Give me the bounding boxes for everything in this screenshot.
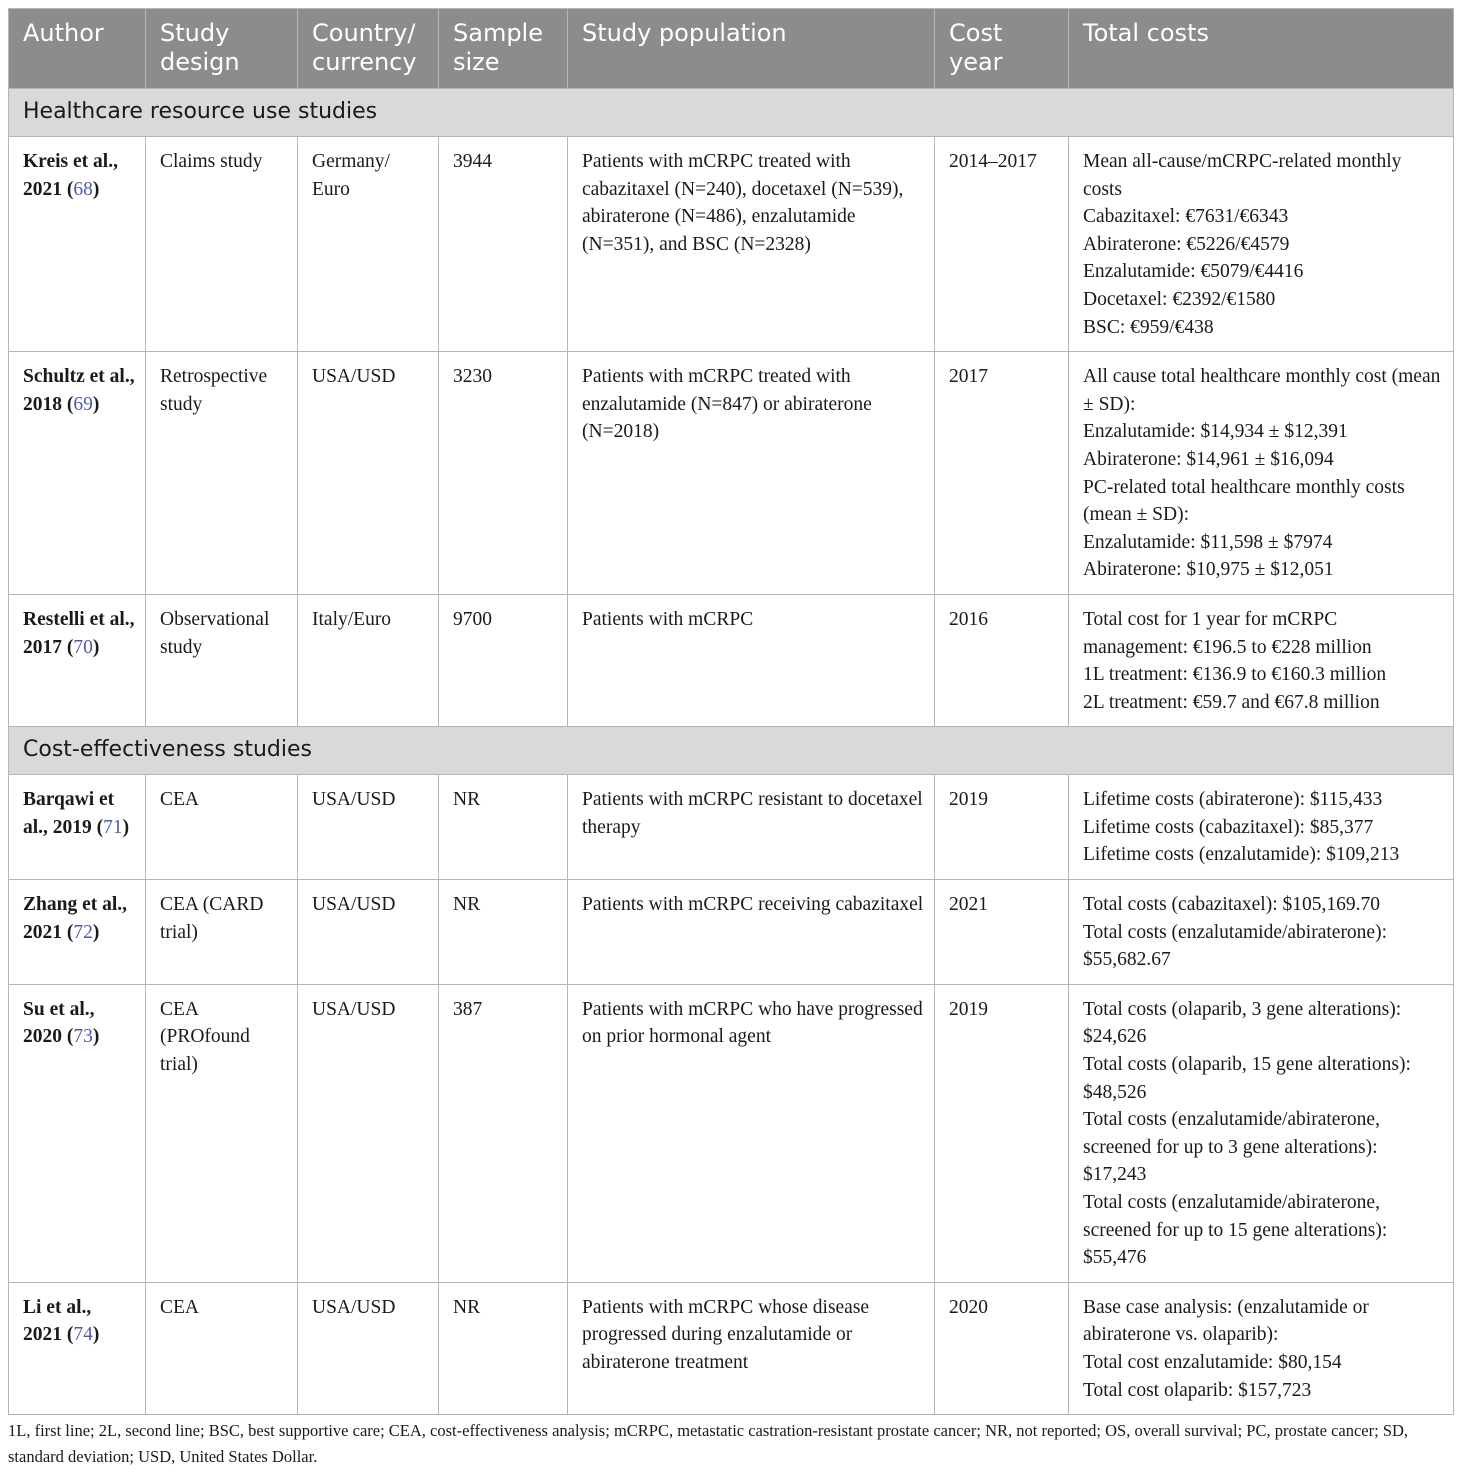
study-design-cell: CEA (CARD trial)	[146, 880, 298, 985]
total-costs-cell	[1069, 137, 1454, 352]
total-costs-cell	[1069, 775, 1454, 880]
total-costs-cell	[1069, 880, 1454, 985]
cost-line: Total costs (olaparib, 3 gene alterations): $24,626	[1083, 998, 1402, 1048]
cost-line: Total costs (enzalutamide/abiraterone): $55,682.67	[1083, 921, 1388, 971]
cost-year-cell: 2016	[935, 594, 1069, 726]
total-costs-cell	[1069, 984, 1454, 1282]
total-costs-cell	[1069, 352, 1454, 595]
reference-link[interactable]: 74	[73, 1324, 93, 1346]
reference-link[interactable]: 70	[73, 636, 93, 658]
header-author: Author	[9, 9, 146, 89]
table-row	[9, 775, 1454, 880]
cost-line: BSC: €959/€438	[1083, 316, 1214, 338]
country-cell: USA/USD	[298, 352, 439, 595]
cost-line: 2L treatment: €59.7 and €67.8 million	[1083, 691, 1380, 713]
table-row	[9, 137, 1454, 352]
author-paren: )	[92, 1026, 100, 1048]
cost-year-cell: 2019	[935, 775, 1069, 880]
cost-line: Lifetime costs (abiraterone): $115,433	[1083, 789, 1383, 811]
cost-line: Enzalutamide: €5079/€4416	[1083, 261, 1304, 283]
author-paren: )	[92, 921, 100, 943]
cost-line: Lifetime costs (cabazitaxel): $85,377	[1083, 816, 1374, 838]
author-cell	[9, 594, 146, 726]
header-cost-year: Cost year	[935, 9, 1069, 89]
author-name: Barqawi et al., 2019 (	[23, 789, 115, 838]
author-cell	[9, 880, 146, 985]
author-name: Restelli et al., 2017 (	[23, 608, 135, 658]
header-study-design: Study design	[146, 9, 298, 89]
cost-line: Mean all-cause/mCRPC-related monthly costs	[1083, 151, 1402, 200]
section-row	[9, 727, 1454, 775]
cost-line: Enzalutamide: $14,934 ± $12,391	[1083, 421, 1348, 443]
table-row	[9, 880, 1454, 985]
total-costs-cell	[1069, 1282, 1454, 1414]
author-paren: )	[92, 1324, 100, 1346]
author-paren: )	[92, 636, 100, 658]
study-population-cell: Patients with mCRPC	[568, 594, 935, 726]
cost-line: Cabazitaxel: €7631/€6343	[1083, 206, 1289, 228]
cost-line: Enzalutamide: $11,598 ± $7974	[1083, 531, 1333, 553]
author-name: Kreis et al., 2021 (	[23, 151, 118, 200]
cost-line: Total costs (cabazitaxel): $105,169.70	[1083, 894, 1381, 916]
study-design-cell: CEA	[146, 1282, 298, 1414]
table-row	[9, 984, 1454, 1282]
table-header	[9, 9, 1454, 89]
study-population-cell: Patients with mCRPC treated with cabazitaxel (N=240), docetaxel (N=539), abiraterone (N=486), enzalutamide (N=351), and BSC (N=2328)	[568, 137, 935, 352]
study-design-cell: CEA (PROfound trial)	[146, 984, 298, 1282]
reference-link[interactable]: 71	[103, 816, 123, 838]
author-name: Li et al., 2021 (	[23, 1296, 92, 1346]
country-cell: USA/USD	[298, 984, 439, 1282]
study-design-cell: CEA	[146, 775, 298, 880]
cost-line: Abiraterone: $10,975 ± $12,051	[1083, 559, 1334, 581]
sample-size-cell: 3944	[439, 137, 568, 352]
reference-link[interactable]: 72	[73, 921, 93, 943]
header-sample-size: Sample size	[439, 9, 568, 89]
author-name: Zhang et al., 2021 (	[23, 894, 128, 943]
country-cell: USA/USD	[298, 1282, 439, 1414]
cost-line: Docetaxel: €2392/€1580	[1083, 288, 1276, 310]
study-population-cell: Patients with mCRPC receiving cabazitaxel	[568, 880, 935, 985]
sample-size-cell: 387	[439, 984, 568, 1282]
header-country-currency: Country/ currency	[298, 9, 439, 89]
cost-line: 1L treatment: €136.9 to €160.3 million	[1083, 664, 1387, 686]
table-container	[8, 8, 1453, 1415]
section-row	[9, 89, 1454, 137]
cost-year-cell: 2019	[935, 984, 1069, 1282]
cost-studies-table	[8, 8, 1454, 1415]
cost-line: Base case analysis: (enzalutamide or abiraterone vs. olaparib):	[1083, 1296, 1369, 1346]
reference-link[interactable]: 68	[73, 178, 93, 200]
sample-size-cell: NR	[439, 880, 568, 985]
study-design-cell: Observational study	[146, 594, 298, 726]
cost-year-cell: 2014–2017	[935, 137, 1069, 352]
country-cell: USA/USD	[298, 775, 439, 880]
total-costs-cell	[1069, 594, 1454, 726]
sample-size-cell: NR	[439, 775, 568, 880]
country-cell: Italy/Euro	[298, 594, 439, 726]
cost-line: PC-related total healthcare monthly costs (mean ± SD):	[1083, 476, 1405, 526]
author-paren: )	[122, 816, 130, 838]
study-design-cell: Retrospective study	[146, 352, 298, 595]
table-row	[9, 1282, 1454, 1414]
study-population-cell: Patients with mCRPC who have progressed on prior hormonal agent	[568, 984, 935, 1282]
author-paren: )	[92, 393, 100, 415]
header-row	[9, 9, 1454, 89]
country-cell: Germany/ Euro	[298, 137, 439, 352]
section-title: Healthcare resource use studies	[9, 89, 1454, 137]
cost-line: Total costs (enzalutamide/abiraterone, screened for up to 3 gene alterations): $17,243	[1083, 1109, 1380, 1186]
author-cell	[9, 137, 146, 352]
cost-year-cell: 2017	[935, 352, 1069, 595]
table-row	[9, 594, 1454, 726]
study-population-cell: Patients with mCRPC resistant to docetaxel therapy	[568, 775, 935, 880]
sample-size-cell: NR	[439, 1282, 568, 1414]
sample-size-cell: 3230	[439, 352, 568, 595]
cost-line: All cause total healthcare monthly cost (mean ± SD):	[1083, 366, 1441, 415]
author-cell	[9, 1282, 146, 1414]
sample-size-cell: 9700	[439, 594, 568, 726]
cost-line: Total costs (olaparib, 15 gene alterations): $48,526	[1083, 1054, 1411, 1103]
author-cell	[9, 352, 146, 595]
study-design-cell: Claims study	[146, 137, 298, 352]
reference-link[interactable]: 69	[73, 393, 93, 415]
table-body	[9, 89, 1454, 1415]
author-paren: )	[92, 178, 100, 200]
study-population-cell: Patients with mCRPC whose disease progressed during enzalutamide or abiraterone treatment	[568, 1282, 935, 1414]
cost-year-cell: 2021	[935, 880, 1069, 985]
author-name: Schultz et al., 2018 (	[23, 366, 135, 415]
cost-line: Lifetime costs (enzalutamide): $109,213	[1083, 844, 1400, 866]
cost-line: Abiraterone: $14,961 ± $16,094	[1083, 448, 1334, 470]
cost-line: Total cost for 1 year for mCRPC management: €196.5 to €228 million	[1083, 608, 1372, 658]
author-name: Su et al., 2020 (	[23, 998, 95, 1048]
header-study-population: Study population	[568, 9, 935, 89]
cost-year-cell: 2020	[935, 1282, 1069, 1414]
header-total-costs: Total costs	[1069, 9, 1454, 89]
study-population-cell: Patients with mCRPC treated with enzalutamide (N=847) or abiraterone (N=2018)	[568, 352, 935, 595]
cost-line: Abiraterone: €5226/€4579	[1083, 233, 1290, 255]
reference-link[interactable]: 73	[73, 1026, 93, 1048]
country-cell: USA/USD	[298, 880, 439, 985]
cost-line: Total costs (enzalutamide/abiraterone, screened for up to 15 gene alterations): $55,476	[1083, 1192, 1388, 1269]
cost-line: Total cost enzalutamide: $80,154	[1083, 1351, 1342, 1373]
table-footnote: 1L, first line; 2L, second line; BSC, best supportive care; CEA, cost-effectiveness analysis; mCRPC, metastatic castration-resistant prostate cancer; NR, not reported; OS, overall survival; PC, prostate cancer; SD, standard deviation; USD, United States Dollar.	[8, 1421, 1409, 1466]
cost-line: Total cost olaparib: $157,723	[1083, 1379, 1312, 1401]
author-cell	[9, 775, 146, 880]
section-title: Cost-effectiveness studies	[9, 727, 1454, 775]
author-cell	[9, 984, 146, 1282]
table-row	[9, 352, 1454, 595]
